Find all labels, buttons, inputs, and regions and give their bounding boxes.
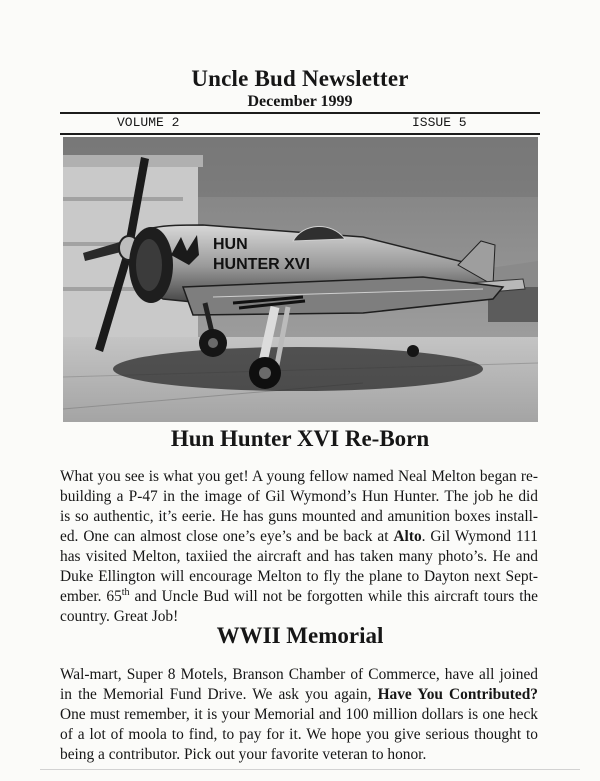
nose-art-line1: HUN bbox=[213, 236, 248, 253]
text-line: has visited Melton, taxiied the aircraft and has taken many photo’s. He and bbox=[60, 548, 538, 565]
text-run: ed. One can almost close one’s eye’s and be back at bbox=[60, 528, 394, 545]
text-line: building a P-47 in the image of Gil Wymond’s Hun Hunter. The job he did bbox=[60, 488, 538, 505]
text-line: country. Great Job! bbox=[60, 608, 179, 625]
article-headline-wwii-memorial: WWII Memorial bbox=[216, 623, 384, 648]
contribution-question: Have You Contributed? bbox=[377, 686, 538, 703]
text-run: . Gil Wymond 111 bbox=[421, 528, 538, 545]
text-line bbox=[60, 685, 538, 705]
issue-date: December 1999 bbox=[247, 93, 353, 110]
issue-label: ISSUE 5 bbox=[412, 115, 467, 130]
text-line: being a contributor. Pick out your favorite veteran to honor. bbox=[60, 746, 427, 763]
p47-aircraft-photo bbox=[63, 137, 538, 422]
volume-label: VOLUME 2 bbox=[117, 115, 180, 130]
page-bottom-rule bbox=[40, 769, 580, 770]
text-run: ember. 65 bbox=[60, 588, 122, 605]
text-line: Wal-mart, Super 8 Motels, Branson Chamber of Commerce, have all joined bbox=[60, 666, 538, 683]
text-line: of a lot of moola to find, to pay for it. We hope you give serious thought to bbox=[60, 726, 538, 743]
text-line: Duke Ellington will encourage Melton to fly the plane to Dayton next Sept- bbox=[60, 568, 538, 585]
text-run: in the Memorial Fund Drive. We ask you again, bbox=[60, 686, 378, 703]
text-line bbox=[60, 527, 538, 547]
newsletter-title: Uncle Bud Newsletter bbox=[191, 66, 409, 91]
text-line: What you see is what you get! A young fellow named Neal Melton began re- bbox=[60, 468, 538, 485]
ordinal-suffix: th bbox=[121, 586, 130, 598]
article-body-hun-hunter bbox=[60, 467, 538, 627]
nose-art-line2: HUNTER XVI bbox=[213, 256, 310, 273]
place-name-alto: Alto bbox=[393, 528, 422, 545]
text-run: and Uncle Bud will not be forgotten while this aircraft tours the bbox=[129, 588, 538, 605]
text-line bbox=[60, 587, 538, 607]
divider-top bbox=[60, 112, 540, 114]
volume-issue-bar bbox=[60, 115, 540, 131]
text-line: is so authentic, it’s eerie. He has guns mounted and amunition boxes install- bbox=[60, 508, 538, 525]
article-body-wwii-memorial bbox=[60, 665, 538, 765]
article-headline-hun-hunter: Hun Hunter XVI Re-Born bbox=[170, 426, 430, 451]
text-line: One must remember, it is your Memorial and 100 million dollars is one heck bbox=[60, 706, 538, 723]
divider-bottom bbox=[60, 133, 540, 135]
